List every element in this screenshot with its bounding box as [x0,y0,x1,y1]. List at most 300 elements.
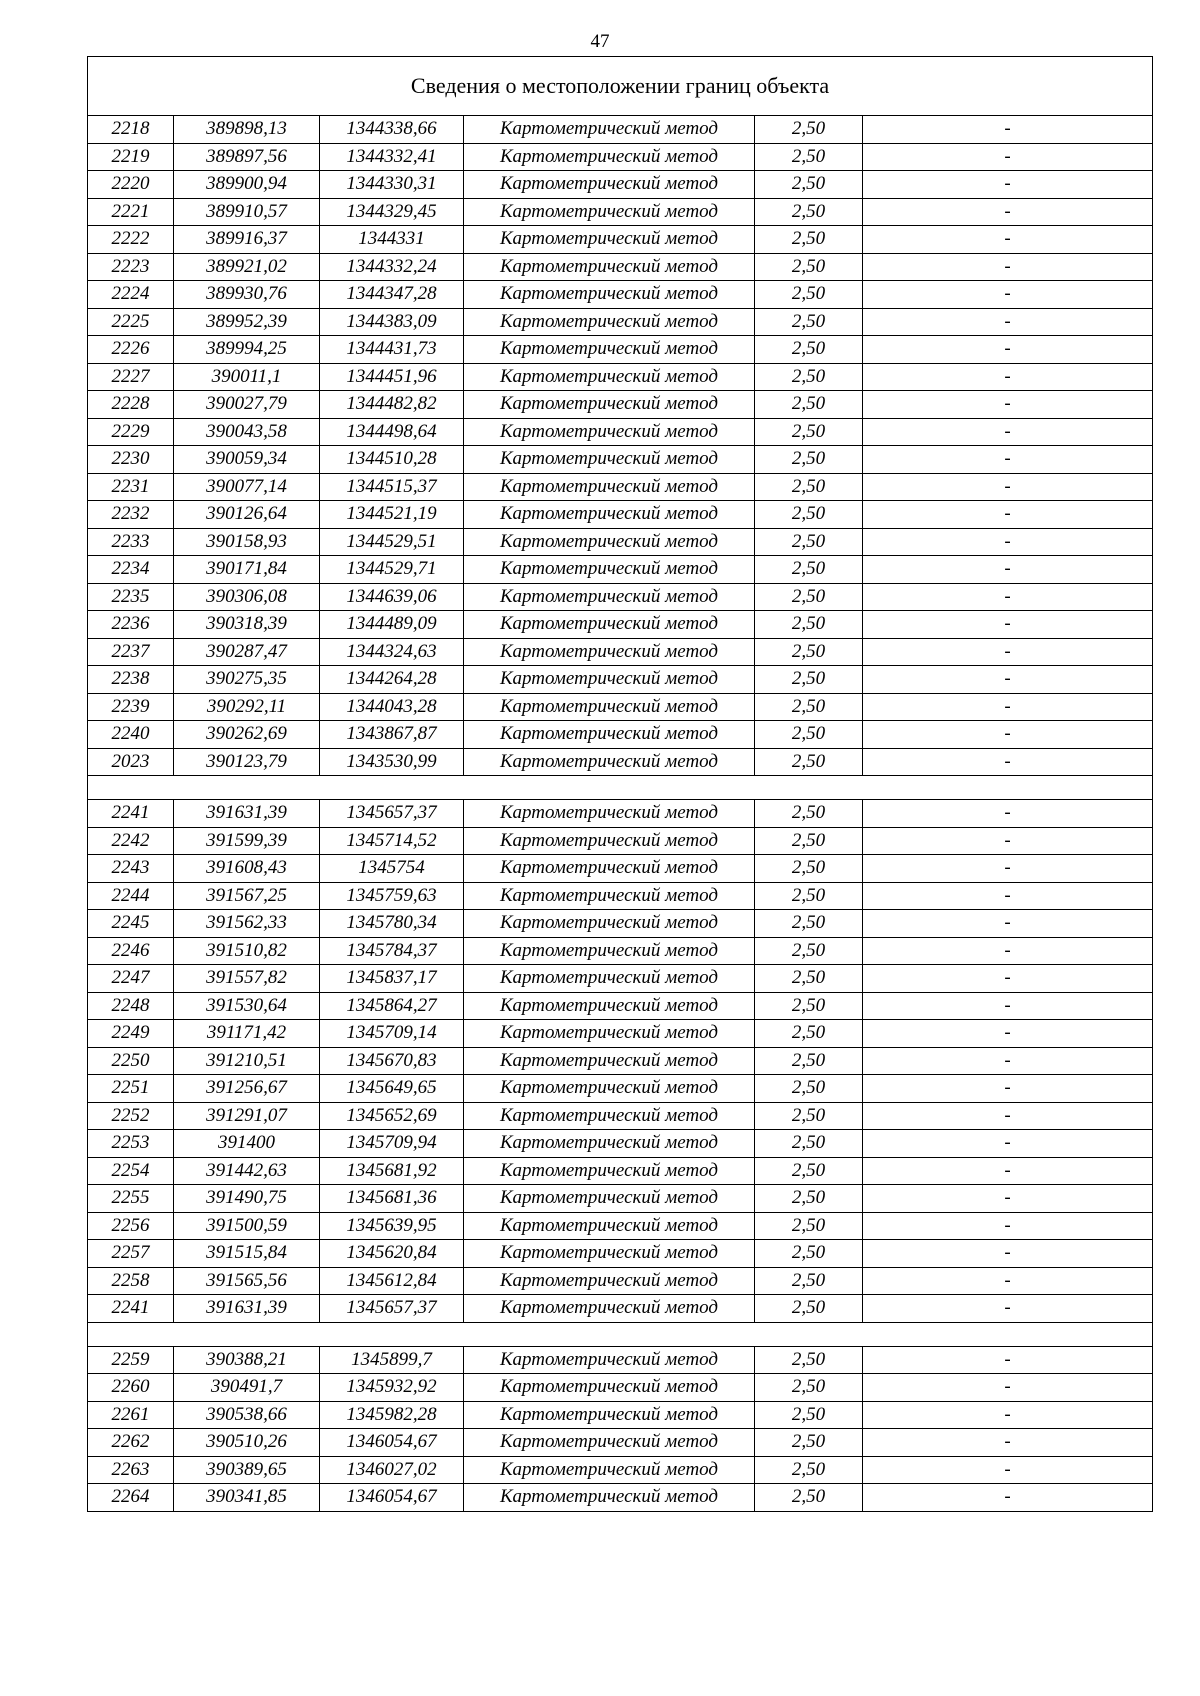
point-number-cell: 2246 [88,937,174,965]
accuracy-cell: 2,50 [755,721,863,749]
accuracy-cell: 2,50 [755,1240,863,1268]
accuracy-cell: 2,50 [755,226,863,254]
method-cell: Картометрический метод [464,1429,755,1457]
x-coordinate-cell: 390059,34 [174,446,320,474]
y-coordinate-cell: 1345657,37 [320,1295,464,1323]
point-number-cell: 2230 [88,446,174,474]
description-cell: - [863,1456,1153,1484]
table-row [88,198,1153,226]
y-coordinate-cell: 1345754 [320,855,464,883]
table-row [88,1267,1153,1295]
point-number-cell: 2250 [88,1047,174,1075]
point-number-cell: 2226 [88,336,174,364]
table-row [88,1456,1153,1484]
accuracy-cell: 2,50 [755,1212,863,1240]
table-row [88,1157,1153,1185]
method-cell: Картометрический метод [464,1047,755,1075]
x-coordinate-cell: 390491,7 [174,1374,320,1402]
table-row [88,1047,1153,1075]
x-coordinate-cell: 391442,63 [174,1157,320,1185]
y-coordinate-cell: 1345681,36 [320,1185,464,1213]
point-number-cell: 2236 [88,611,174,639]
accuracy-cell: 2,50 [755,418,863,446]
point-number-cell: 2241 [88,800,174,828]
description-cell: - [863,1102,1153,1130]
x-coordinate-cell: 390027,79 [174,391,320,419]
table-row [88,281,1153,309]
method-cell: Картометрический метод [464,638,755,666]
page-number: 47 [590,31,610,52]
point-number-cell: 2224 [88,281,174,309]
y-coordinate-cell: 1343530,99 [320,748,464,776]
point-number-cell: 2238 [88,666,174,694]
point-number-cell: 2228 [88,391,174,419]
accuracy-cell: 2,50 [755,1267,863,1295]
table-row [88,910,1153,938]
accuracy-cell: 2,50 [755,855,863,883]
point-number-cell: 2263 [88,1456,174,1484]
description-cell: - [863,1075,1153,1103]
description-cell: - [863,116,1153,144]
accuracy-cell: 2,50 [755,583,863,611]
y-coordinate-cell: 1344431,73 [320,336,464,364]
point-number-cell: 2260 [88,1374,174,1402]
accuracy-cell: 2,50 [755,198,863,226]
accuracy-cell: 2,50 [755,1295,863,1323]
method-cell: Картометрический метод [464,1456,755,1484]
description-cell: - [863,1484,1153,1512]
point-number-cell: 2247 [88,965,174,993]
accuracy-cell: 2,50 [755,800,863,828]
y-coordinate-cell: 1344510,28 [320,446,464,474]
y-coordinate-cell: 1344383,09 [320,308,464,336]
method-cell: Картометрический метод [464,827,755,855]
x-coordinate-cell: 391562,33 [174,910,320,938]
point-number-cell: 2229 [88,418,174,446]
description-cell: - [863,882,1153,910]
table-row [88,1075,1153,1103]
x-coordinate-cell: 390341,85 [174,1484,320,1512]
table-row [88,666,1153,694]
method-cell: Картометрический метод [464,308,755,336]
x-coordinate-cell: 391171,42 [174,1020,320,1048]
accuracy-cell: 2,50 [755,1484,863,1512]
y-coordinate-cell: 1345620,84 [320,1240,464,1268]
method-cell: Картометрический метод [464,1212,755,1240]
y-coordinate-cell: 1344451,96 [320,363,464,391]
method-cell: Картометрический метод [464,721,755,749]
accuracy-cell: 2,50 [755,910,863,938]
method-cell: Картометрический метод [464,1185,755,1213]
accuracy-cell: 2,50 [755,116,863,144]
boundary-coordinates-table [87,56,1153,1512]
table-row [88,1130,1153,1158]
point-number-cell: 2239 [88,693,174,721]
y-coordinate-cell: 1344515,37 [320,473,464,501]
method-cell: Картометрический метод [464,583,755,611]
point-number-cell: 2237 [88,638,174,666]
y-coordinate-cell: 1344332,41 [320,143,464,171]
x-coordinate-cell: 391557,82 [174,965,320,993]
description-cell: - [863,1295,1153,1323]
x-coordinate-cell: 390043,58 [174,418,320,446]
point-number-cell: 2222 [88,226,174,254]
y-coordinate-cell: 1344482,82 [320,391,464,419]
group-separator [88,776,1153,800]
description-cell: - [863,1157,1153,1185]
y-coordinate-cell: 1344329,45 [320,198,464,226]
point-number-cell: 2249 [88,1020,174,1048]
description-cell: - [863,281,1153,309]
description-cell: - [863,171,1153,199]
accuracy-cell: 2,50 [755,611,863,639]
table-row [88,363,1153,391]
x-coordinate-cell: 389897,56 [174,143,320,171]
x-coordinate-cell: 391530,64 [174,992,320,1020]
accuracy-cell: 2,50 [755,638,863,666]
point-number-cell: 2255 [88,1185,174,1213]
point-number-cell: 2242 [88,827,174,855]
table-row [88,171,1153,199]
point-number-cell: 2235 [88,583,174,611]
x-coordinate-cell: 391291,07 [174,1102,320,1130]
method-cell: Картометрический метод [464,855,755,883]
group-separator-row [88,1322,1153,1346]
table-row [88,1295,1153,1323]
description-cell: - [863,1212,1153,1240]
accuracy-cell: 2,50 [755,556,863,584]
x-coordinate-cell: 390262,69 [174,721,320,749]
point-number-cell: 2220 [88,171,174,199]
y-coordinate-cell: 1344529,71 [320,556,464,584]
y-coordinate-cell: 1344331 [320,226,464,254]
accuracy-cell: 2,50 [755,363,863,391]
method-cell: Картометрический метод [464,281,755,309]
x-coordinate-cell: 390171,84 [174,556,320,584]
point-number-cell: 2234 [88,556,174,584]
description-cell: - [863,473,1153,501]
method-cell: Картометрический метод [464,992,755,1020]
method-cell: Картометрический метод [464,748,755,776]
description-cell: - [863,937,1153,965]
y-coordinate-cell: 1346054,67 [320,1429,464,1457]
table-row [88,693,1153,721]
table-row [88,501,1153,529]
description-cell: - [863,611,1153,639]
table-row [88,1212,1153,1240]
x-coordinate-cell: 391631,39 [174,800,320,828]
description-cell: - [863,143,1153,171]
table-row [88,308,1153,336]
method-cell: Картометрический метод [464,226,755,254]
point-number-cell: 2251 [88,1075,174,1103]
accuracy-cell: 2,50 [755,1130,863,1158]
x-coordinate-cell: 390306,08 [174,583,320,611]
accuracy-cell: 2,50 [755,253,863,281]
y-coordinate-cell: 1345649,65 [320,1075,464,1103]
accuracy-cell: 2,50 [755,1102,863,1130]
accuracy-cell: 2,50 [755,1401,863,1429]
x-coordinate-cell: 390123,79 [174,748,320,776]
y-coordinate-cell: 1345759,63 [320,882,464,910]
description-cell: - [863,800,1153,828]
method-cell: Картометрический метод [464,418,755,446]
method-cell: Картометрический метод [464,336,755,364]
table-row [88,1374,1153,1402]
point-number-cell: 2256 [88,1212,174,1240]
accuracy-cell: 2,50 [755,965,863,993]
table-title: Сведения о местоположении границ объекта [88,57,1153,116]
point-number-cell: 2241 [88,1295,174,1323]
table-row [88,226,1153,254]
description-cell: - [863,1374,1153,1402]
description-cell: - [863,336,1153,364]
method-cell: Картометрический метод [464,800,755,828]
x-coordinate-cell: 390510,26 [174,1429,320,1457]
x-coordinate-cell: 391608,43 [174,855,320,883]
point-number-cell: 2248 [88,992,174,1020]
x-coordinate-cell: 389994,25 [174,336,320,364]
accuracy-cell: 2,50 [755,1075,863,1103]
description-cell: - [863,308,1153,336]
table-row [88,1102,1153,1130]
y-coordinate-cell: 1345899,7 [320,1346,464,1374]
x-coordinate-cell: 390126,64 [174,501,320,529]
description-cell: - [863,855,1153,883]
point-number-cell: 2221 [88,198,174,226]
method-cell: Картометрический метод [464,910,755,938]
point-number-cell: 2223 [88,253,174,281]
method-cell: Картометрический метод [464,473,755,501]
table-row [88,1346,1153,1374]
y-coordinate-cell: 1345670,83 [320,1047,464,1075]
y-coordinate-cell: 1344330,31 [320,171,464,199]
y-coordinate-cell: 1345681,92 [320,1157,464,1185]
accuracy-cell: 2,50 [755,171,863,199]
description-cell: - [863,226,1153,254]
description-cell: - [863,501,1153,529]
accuracy-cell: 2,50 [755,1374,863,1402]
accuracy-cell: 2,50 [755,1157,863,1185]
point-number-cell: 2244 [88,882,174,910]
description-cell: - [863,418,1153,446]
y-coordinate-cell: 1345714,52 [320,827,464,855]
point-number-cell: 2258 [88,1267,174,1295]
y-coordinate-cell: 1345709,14 [320,1020,464,1048]
x-coordinate-cell: 389900,94 [174,171,320,199]
x-coordinate-cell: 391631,39 [174,1295,320,1323]
description-cell: - [863,965,1153,993]
description-cell: - [863,198,1153,226]
x-coordinate-cell: 391567,25 [174,882,320,910]
table-row [88,827,1153,855]
point-number-cell: 2257 [88,1240,174,1268]
point-number-cell: 2225 [88,308,174,336]
table-row [88,1401,1153,1429]
table-row [88,937,1153,965]
method-cell: Картометрический метод [464,693,755,721]
table-row [88,855,1153,883]
method-cell: Картометрический метод [464,1267,755,1295]
method-cell: Картометрический метод [464,1020,755,1048]
table-row [88,1185,1153,1213]
point-number-cell: 2253 [88,1130,174,1158]
accuracy-cell: 2,50 [755,1346,863,1374]
x-coordinate-cell: 391400 [174,1130,320,1158]
description-cell: - [863,1020,1153,1048]
x-coordinate-cell: 391210,51 [174,1047,320,1075]
x-coordinate-cell: 391599,39 [174,827,320,855]
description-cell: - [863,583,1153,611]
method-cell: Картометрический метод [464,1130,755,1158]
y-coordinate-cell: 1344489,09 [320,611,464,639]
point-number-cell: 2243 [88,855,174,883]
x-coordinate-cell: 390538,66 [174,1401,320,1429]
description-cell: - [863,1429,1153,1457]
accuracy-cell: 2,50 [755,1020,863,1048]
method-cell: Картометрический метод [464,882,755,910]
table-row [88,391,1153,419]
description-cell: - [863,1240,1153,1268]
y-coordinate-cell: 1344324,63 [320,638,464,666]
point-number-cell: 2261 [88,1401,174,1429]
accuracy-cell: 2,50 [755,391,863,419]
description-cell: - [863,1047,1153,1075]
y-coordinate-cell: 1345652,69 [320,1102,464,1130]
accuracy-cell: 2,50 [755,748,863,776]
accuracy-cell: 2,50 [755,992,863,1020]
method-cell: Картометрический метод [464,1484,755,1512]
point-number-cell: 2218 [88,116,174,144]
accuracy-cell: 2,50 [755,1456,863,1484]
point-number-cell: 2259 [88,1346,174,1374]
table-row [88,611,1153,639]
table-header-row [88,57,1153,116]
method-cell: Картометрический метод [464,171,755,199]
accuracy-cell: 2,50 [755,281,863,309]
y-coordinate-cell: 1345784,37 [320,937,464,965]
y-coordinate-cell: 1345780,34 [320,910,464,938]
point-number-cell: 2232 [88,501,174,529]
method-cell: Картометрический метод [464,666,755,694]
group-separator [88,1322,1153,1346]
y-coordinate-cell: 1344521,19 [320,501,464,529]
table-row [88,800,1153,828]
description-cell: - [863,363,1153,391]
group-separator-row [88,776,1153,800]
y-coordinate-cell: 1344338,66 [320,116,464,144]
description-cell: - [863,1401,1153,1429]
x-coordinate-cell: 391500,59 [174,1212,320,1240]
method-cell: Картометрический метод [464,1075,755,1103]
table-row [88,1020,1153,1048]
table-row [88,721,1153,749]
description-cell: - [863,827,1153,855]
y-coordinate-cell: 1344639,06 [320,583,464,611]
y-coordinate-cell: 1345864,27 [320,992,464,1020]
accuracy-cell: 2,50 [755,501,863,529]
accuracy-cell: 2,50 [755,308,863,336]
description-cell: - [863,556,1153,584]
x-coordinate-cell: 389916,37 [174,226,320,254]
table-row [88,1240,1153,1268]
accuracy-cell: 2,50 [755,937,863,965]
table-row [88,965,1153,993]
y-coordinate-cell: 1343867,87 [320,721,464,749]
x-coordinate-cell: 390287,47 [174,638,320,666]
method-cell: Картометрический метод [464,611,755,639]
y-coordinate-cell: 1344332,24 [320,253,464,281]
x-coordinate-cell: 390011,1 [174,363,320,391]
x-coordinate-cell: 390158,93 [174,528,320,556]
point-number-cell: 2233 [88,528,174,556]
point-number-cell: 2264 [88,1484,174,1512]
x-coordinate-cell: 390275,35 [174,666,320,694]
method-cell: Картометрический метод [464,143,755,171]
table-row [88,143,1153,171]
method-cell: Картометрический метод [464,391,755,419]
description-cell: - [863,528,1153,556]
table-row [88,556,1153,584]
method-cell: Картометрический метод [464,1102,755,1130]
method-cell: Картометрический метод [464,1401,755,1429]
point-number-cell: 2262 [88,1429,174,1457]
method-cell: Картометрический метод [464,1374,755,1402]
x-coordinate-cell: 390318,39 [174,611,320,639]
y-coordinate-cell: 1345612,84 [320,1267,464,1295]
x-coordinate-cell: 391515,84 [174,1240,320,1268]
description-cell: - [863,748,1153,776]
table-row [88,336,1153,364]
description-cell: - [863,1267,1153,1295]
accuracy-cell: 2,50 [755,473,863,501]
method-cell: Картометрический метод [464,1157,755,1185]
description-cell: - [863,1346,1153,1374]
method-cell: Картометрический метод [464,1346,755,1374]
y-coordinate-cell: 1345657,37 [320,800,464,828]
method-cell: Картометрический метод [464,1240,755,1268]
y-coordinate-cell: 1346027,02 [320,1456,464,1484]
point-number-cell: 2227 [88,363,174,391]
method-cell: Картометрический метод [464,965,755,993]
x-coordinate-cell: 391510,82 [174,937,320,965]
accuracy-cell: 2,50 [755,1185,863,1213]
table-row [88,446,1153,474]
accuracy-cell: 2,50 [755,666,863,694]
method-cell: Картометрический метод [464,253,755,281]
table-row [88,638,1153,666]
point-number-cell: 2240 [88,721,174,749]
method-cell: Картометрический метод [464,501,755,529]
point-number-cell: 2254 [88,1157,174,1185]
x-coordinate-cell: 391490,75 [174,1185,320,1213]
method-cell: Картометрический метод [464,446,755,474]
table-row [88,528,1153,556]
accuracy-cell: 2,50 [755,827,863,855]
y-coordinate-cell: 1345709,94 [320,1130,464,1158]
method-cell: Картометрический метод [464,116,755,144]
y-coordinate-cell: 1345639,95 [320,1212,464,1240]
x-coordinate-cell: 390389,65 [174,1456,320,1484]
accuracy-cell: 2,50 [755,693,863,721]
x-coordinate-cell: 389930,76 [174,281,320,309]
point-number-cell: 2023 [88,748,174,776]
description-cell: - [863,1130,1153,1158]
description-cell: - [863,693,1153,721]
point-number-cell: 2219 [88,143,174,171]
method-cell: Картометрический метод [464,556,755,584]
y-coordinate-cell: 1344498,64 [320,418,464,446]
